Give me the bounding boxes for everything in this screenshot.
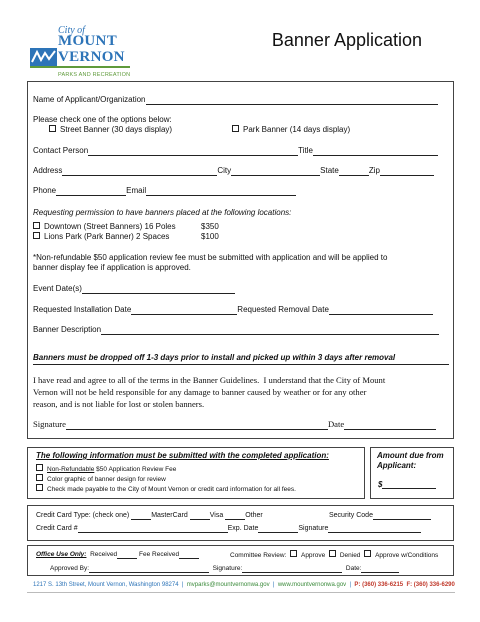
fee-received-label: Fee Received	[139, 551, 180, 558]
address-row	[33, 166, 434, 176]
description-label: Banner Description	[33, 325, 102, 334]
address-label: Address	[33, 166, 63, 175]
requirements-heading: The following information must be submitted with the completed application:	[36, 451, 329, 460]
amount-field-row	[378, 480, 436, 489]
currency-symbol: $	[378, 480, 383, 489]
received-label: Received	[90, 551, 118, 558]
email-field[interactable]	[146, 187, 296, 196]
removal-date-field[interactable]	[329, 306, 433, 315]
city-label: City	[217, 166, 232, 175]
amount-heading-1: Amount due from	[377, 451, 444, 460]
approve-label: Approve	[300, 552, 326, 559]
committee-review-row	[230, 550, 438, 560]
approval-row	[50, 564, 399, 573]
footer-fax: F: (360) 336-6290	[406, 582, 455, 588]
footer-phone: P: (360) 336-6215	[354, 582, 404, 588]
state-label: State	[320, 166, 339, 175]
footer-website[interactable]: www.mountvernonwa.gov	[277, 582, 347, 588]
office-use-label: Office Use Only:	[36, 551, 87, 558]
received-field[interactable]	[117, 550, 137, 559]
security-code-label: Security Code	[329, 512, 373, 519]
street-banner-label: Street Banner (30 days display)	[60, 125, 173, 134]
security-code-row	[329, 511, 431, 520]
lions-park-price: $100	[201, 232, 219, 241]
install-date-field[interactable]	[131, 306, 237, 315]
amount-field[interactable]	[382, 480, 436, 489]
phone-row	[33, 186, 296, 196]
page-title: Banner Application	[271, 30, 422, 50]
downtown-location-option[interactable]	[33, 222, 176, 232]
office-signature-field[interactable]	[242, 564, 342, 573]
committee-review-label: Committee Review:	[230, 552, 287, 559]
signature-label: Signature	[33, 419, 66, 429]
footer-divider	[27, 592, 455, 593]
park-banner-label: Park Banner (14 days display)	[243, 125, 351, 134]
approve-checkbox[interactable]	[290, 550, 297, 557]
card-type-label: Credit Card Type: (check one)	[36, 512, 130, 519]
install-date-label: Requested Installation Date	[33, 305, 132, 314]
logo-city-of: City of	[58, 25, 85, 36]
lions-park-label: Lions Park (Park Banner) 2 Spaces	[44, 232, 170, 241]
name-field[interactable]	[146, 96, 438, 105]
amount-heading-2: Applicant:	[377, 461, 417, 470]
mastercard-label: MasterCard	[151, 512, 188, 519]
street-banner-checkbox[interactable]	[49, 125, 56, 132]
downtown-checkbox[interactable]	[33, 222, 40, 229]
dates-row	[33, 305, 433, 315]
name-label: Name of Applicant/Organization	[33, 95, 146, 104]
zip-field[interactable]	[380, 167, 434, 176]
agreement-line2: Vernon will not be held responsible for any damage to banner caused by weather or for any other	[33, 387, 367, 397]
security-code-field[interactable]	[373, 511, 431, 520]
agreement-line3: reason, and is not liable for lost or stolen banners.	[33, 399, 205, 409]
office-signature-label: Signature:	[212, 565, 243, 572]
downtown-label: Downtown (Street Banners) 16 Poles	[44, 222, 176, 231]
state-field[interactable]	[339, 167, 369, 176]
approve-conditions-label: Approve w/Conditions	[375, 552, 439, 559]
fee-note-line2: banner display fee if application is approved.	[33, 263, 191, 272]
fee-note-line1: *Non-refundable $50 application review fee must be submitted with application and will be applied to	[33, 253, 388, 262]
logo-parks-rec: PARKS AND RECREATION	[58, 72, 131, 78]
date-label: Date	[327, 419, 345, 429]
footer-contact: 1217 S. 13th Street, Mount Vernon, Washington 98274 | mvparks@mountvernonwa.gov | www.mountvernonwa.gov | P: (360) 336-6215 F: (360) 336-6290	[33, 582, 455, 588]
choose-label: Please check one of the options below:	[33, 115, 172, 124]
title-label: Title	[298, 146, 313, 155]
exp-date-label: Exp. Date	[227, 525, 259, 532]
logo-vernon: VERNON	[58, 49, 125, 65]
office-date-field[interactable]	[361, 564, 399, 573]
park-banner-option[interactable]	[232, 125, 350, 135]
phone-field[interactable]	[56, 187, 126, 196]
requirement-fee	[36, 464, 176, 474]
fee-text: $50 Application Review Fee	[94, 466, 177, 473]
requirement-graphic-checkbox[interactable]	[36, 474, 43, 481]
city-field[interactable]	[231, 167, 320, 176]
exp-date-field[interactable]	[258, 524, 298, 533]
signature-row	[33, 419, 436, 430]
logo-green-bar	[30, 66, 130, 68]
description-row	[33, 325, 439, 335]
approved-by-label: Approved By:	[50, 565, 90, 572]
event-label: Event Date(s)	[33, 284, 82, 293]
non-refundable-text: Non-Refundable	[47, 466, 95, 473]
event-date-field[interactable]	[82, 285, 235, 294]
mastercard-check[interactable]	[131, 511, 151, 520]
removal-date-label: Requested Removal Date	[237, 305, 329, 314]
card-number-label: Credit Card #	[36, 525, 78, 532]
agreement-line1: I have read and agree to all of the terms in the Banner Guidelines. I understand that the City of Mount	[33, 375, 386, 385]
dropoff-notice: Banners must be dropped off 1-3 days prior to install and picked up within 3 days after removal	[33, 353, 396, 362]
street-banner-option[interactable]	[49, 125, 172, 135]
event-row	[33, 284, 235, 294]
card-signature-field[interactable]	[328, 524, 421, 533]
other-check[interactable]	[225, 511, 245, 520]
zip-label: Zip	[368, 166, 380, 175]
visa-label: Visa	[209, 512, 224, 519]
phone-label: Phone	[33, 186, 57, 195]
card-signature-label: Signature	[298, 525, 329, 532]
park-banner-checkbox[interactable]	[232, 125, 239, 132]
name-row	[33, 95, 438, 105]
lions-park-checkbox[interactable]	[33, 232, 40, 239]
visa-check[interactable]	[190, 511, 210, 520]
downtown-price: $350	[201, 222, 219, 231]
office-received-row	[36, 550, 199, 559]
approved-by-field[interactable]	[89, 564, 209, 573]
description-field[interactable]	[101, 326, 439, 335]
date-field[interactable]	[344, 421, 436, 430]
card-number-row	[36, 524, 421, 533]
contact-field[interactable]	[88, 147, 298, 156]
requirement-check-checkbox[interactable]	[36, 484, 43, 491]
office-date-label: Date:	[345, 565, 362, 572]
title-field[interactable]	[313, 147, 438, 156]
logo-mount: MOUNT	[58, 33, 117, 49]
requirement-graphic	[36, 474, 166, 484]
requirement-check	[36, 484, 296, 494]
requirement-fee-checkbox[interactable]	[36, 464, 43, 471]
card-type-row	[36, 511, 263, 520]
lions-park-location-option[interactable]	[33, 232, 169, 242]
contact-label: Contact Person	[33, 146, 89, 155]
footer-email[interactable]: mvparks@mountvernonwa.gov	[186, 582, 270, 588]
mountain-logo-icon	[30, 48, 57, 66]
contact-row	[33, 146, 438, 156]
signature-field[interactable]	[66, 421, 328, 430]
fee-received-field[interactable]	[179, 550, 199, 559]
locations-intro: Requesting permission to have banners placed at the following locations:	[33, 208, 292, 217]
approve-conditions-checkbox[interactable]	[364, 550, 371, 557]
denied-checkbox[interactable]	[329, 550, 336, 557]
graphic-text: Color graphic of banner design for review	[47, 476, 166, 483]
address-field[interactable]	[62, 167, 217, 176]
footer-address: 1217 S. 13th Street, Mount Vernon, Washington 98274	[33, 582, 179, 588]
card-number-field[interactable]	[78, 524, 228, 533]
email-label: Email	[126, 186, 147, 195]
notice-divider	[33, 364, 449, 365]
denied-label: Denied	[339, 552, 361, 559]
other-label: Other	[245, 512, 263, 519]
check-text: Check made payable to the City of Mount Vernon or credit card information for all fees.	[47, 486, 296, 493]
